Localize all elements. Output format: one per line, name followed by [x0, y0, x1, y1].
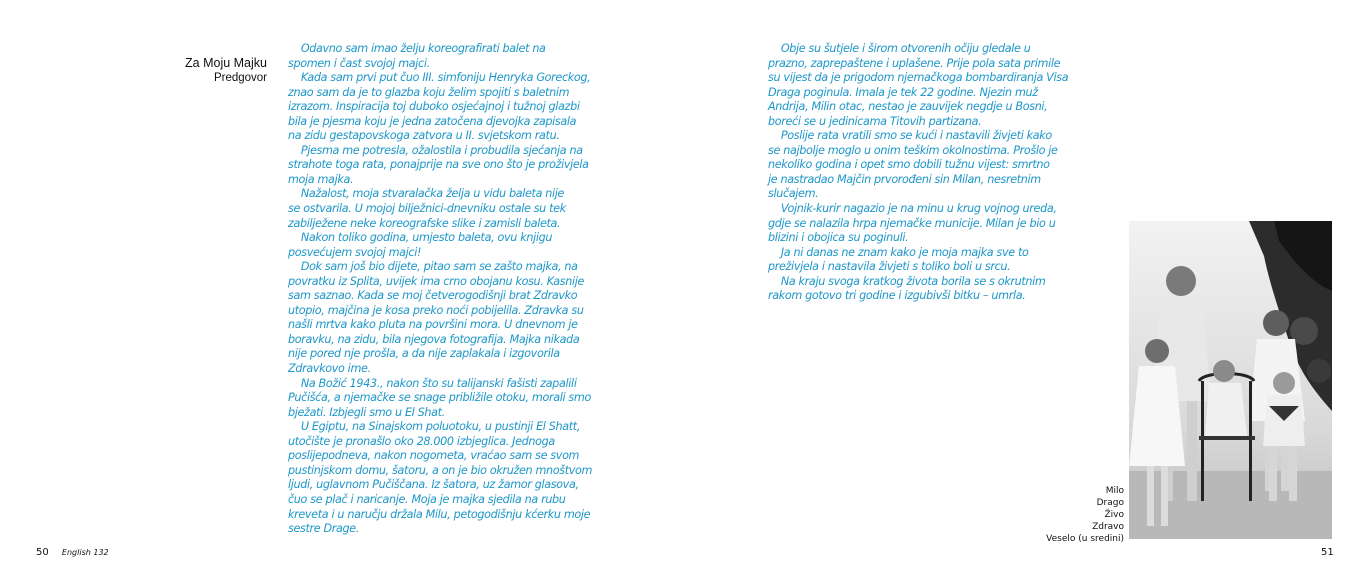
text-line: utopio, majčina je kosa preko noći pobijelila. Zdravka su	[288, 303, 584, 317]
caption-name: Milo	[1105, 486, 1124, 496]
text-line: Draga poginula. Imala je tek 22 godine. Njezin muž	[768, 85, 1038, 99]
text-line: strahote toga rata, ponajprije na sve ono što je proživjela	[288, 158, 589, 172]
text-line: Poslije rata vratili smo se kući i nastavili živjeti kako	[768, 129, 1052, 143]
text-line: rakom gotovo tri godine i izgubivši bitku – umrla.	[768, 289, 1026, 303]
text-line: Kada sam prvi put čuo III. simfoniju Henryka Goreckog,	[288, 71, 591, 85]
text-line: gdje se nalazila hrpa njemačke municije. Milan je bio u	[768, 216, 1056, 230]
text-line: zabilježene neke koreografske slike i zamisli baleta.	[288, 216, 561, 230]
left-page-folio	[36, 547, 109, 558]
caption-name: Veselo (u sredini)	[1046, 534, 1124, 544]
text-line: Vojnik-kurir nagazio je na minu u krug vojnog ureda,	[768, 202, 1057, 216]
text-line: kreveta i u naručju držala Milu, petogodišnju kćerku moje	[288, 507, 591, 521]
text-line: znao sam da je to glazba koju želim spojiti s baletnim	[288, 85, 570, 99]
text-line: slučajem.	[768, 187, 819, 201]
text-line: bježati. Izbjegli smo u El Shat.	[288, 405, 445, 419]
text-line: poslijepodneva, nakon nogometa, vraćao sam se svom	[288, 449, 580, 463]
caption-name: Zdravo	[1092, 522, 1124, 532]
text-line: na zidu gestapovskoga zatvora u II. svjetskom ratu.	[288, 129, 560, 143]
text-line: ljudi, uglavnom Pučiščana. Iz šatora, uz žamor glasova,	[288, 478, 579, 492]
left-page-number: 50	[36, 547, 49, 558]
text-line: boravku, na zidu, bila njegova fotografija. Majka nikada	[288, 332, 580, 346]
text-line: Na kraju svoga kratkog života borila se s okrutnim	[768, 274, 1046, 288]
text-line: boreći se u jedinicama Titovih partizana.	[768, 114, 982, 128]
caption-name: Drago	[1096, 498, 1124, 508]
text-line: sam saznao. Kada se moj četverogodišnji brat Zdravko	[288, 289, 578, 303]
family-photograph	[1129, 221, 1332, 539]
text-line: preživjela i nastavila živjeti s toliko boli u srcu.	[768, 260, 1011, 274]
text-line: se ostvarila. U mojoj bilježnici-dnevniku ostale su tek	[288, 202, 566, 216]
text-line: Obje su šutjele i širom otvorenih očiju gledale u	[768, 42, 1031, 55]
text-line: nije pored nje prošla, a da nije zaplakala i izgovorila	[288, 347, 560, 361]
text-line: Nažalost, moja stvaralačka želja u vidu baleta nije	[288, 187, 565, 201]
text-line: je nastradao Majčin prvorođeni sin Milan, nesretnim	[768, 172, 1041, 186]
text-line: su vijest da je prigodom njemačkoga bombardiranja Visa	[768, 71, 1069, 85]
text-line: Andrija, Milin otac, nestao je zauvijek negdje u Bosni,	[768, 100, 1048, 114]
chapter-heading	[150, 56, 267, 86]
english-page-reference: English 132	[61, 548, 109, 557]
text-line: U Egiptu, na Sinajskom poluotoku, u pustinji El Shatt,	[288, 420, 581, 434]
text-line: bila je pjesma koju je jedna zatočena djevojka zapisala	[288, 114, 577, 128]
text-line: pustinjskom domu, šatoru, a on je bio okružen mnoštvom	[288, 463, 593, 477]
text-line: povratku iz Splita, uvijek ima crno obojanu kosu. Kasnije	[288, 274, 585, 288]
text-line: moja majka.	[288, 172, 354, 186]
text-line: blizini i obojica su poginuli.	[768, 231, 909, 245]
text-line: spomen i čast svojoj majci.	[288, 56, 430, 70]
text-line: Odavno sam imao želju koreografirati balet na	[288, 42, 546, 55]
text-line: nekoliko godina i opet smo dobili tužnu vijest: smrtno	[768, 158, 1050, 172]
text-line: izrazom. Inspiracija toj duboko osjećajnoj i tužnoj glazbi	[288, 100, 580, 114]
text-line: Pučišća, a njemačke se snage približile otoku, morali smo	[288, 391, 591, 405]
text-line: našli mrtva kako pluta na površini mora. U dnevnom je	[288, 318, 578, 332]
chapter-title: Za Moju Majku	[185, 56, 267, 70]
text-line: sestre Drage.	[288, 522, 360, 536]
text-line: Ja ni danas ne znam kako je moja majka sve to	[768, 245, 1029, 259]
text-line: Pjesma me potresla, ožalostila i probudila sjećanja na	[288, 143, 583, 157]
right-page-body-text	[768, 42, 1098, 304]
photograph-image	[1129, 221, 1332, 539]
left-page-body-text	[288, 42, 618, 537]
text-line: Nakon toliko godina, umjesto baleta, ovu knjigu	[288, 231, 553, 245]
text-line: posvećujem svojoj majci!	[288, 245, 422, 259]
caption-name: Živo	[1104, 510, 1124, 520]
text-line: Dok sam još bio dijete, pitao sam se zašto majka, na	[288, 260, 578, 274]
photo-caption	[1030, 485, 1124, 545]
text-line: čuo se plač i naricanje. Moja je majka sjedila na rubu	[288, 492, 566, 506]
right-page-number: 51	[1321, 547, 1334, 558]
chapter-subtitle: Predgovor	[213, 72, 267, 84]
text-line: Zdravkovo ime.	[288, 362, 371, 376]
text-line: se najbolje moglo u onim teškim okolnostima. Prošlo je	[768, 143, 1058, 157]
text-line: Na Božić 1943., nakon što su talijanski fašisti zapalili	[288, 376, 577, 390]
text-line: prazno, zaprepaštene i uplašene. Prije pola sata primile	[768, 56, 1061, 70]
text-line: utočište je pronašlo oko 28.000 izbjeglica. Jednoga	[288, 434, 555, 448]
